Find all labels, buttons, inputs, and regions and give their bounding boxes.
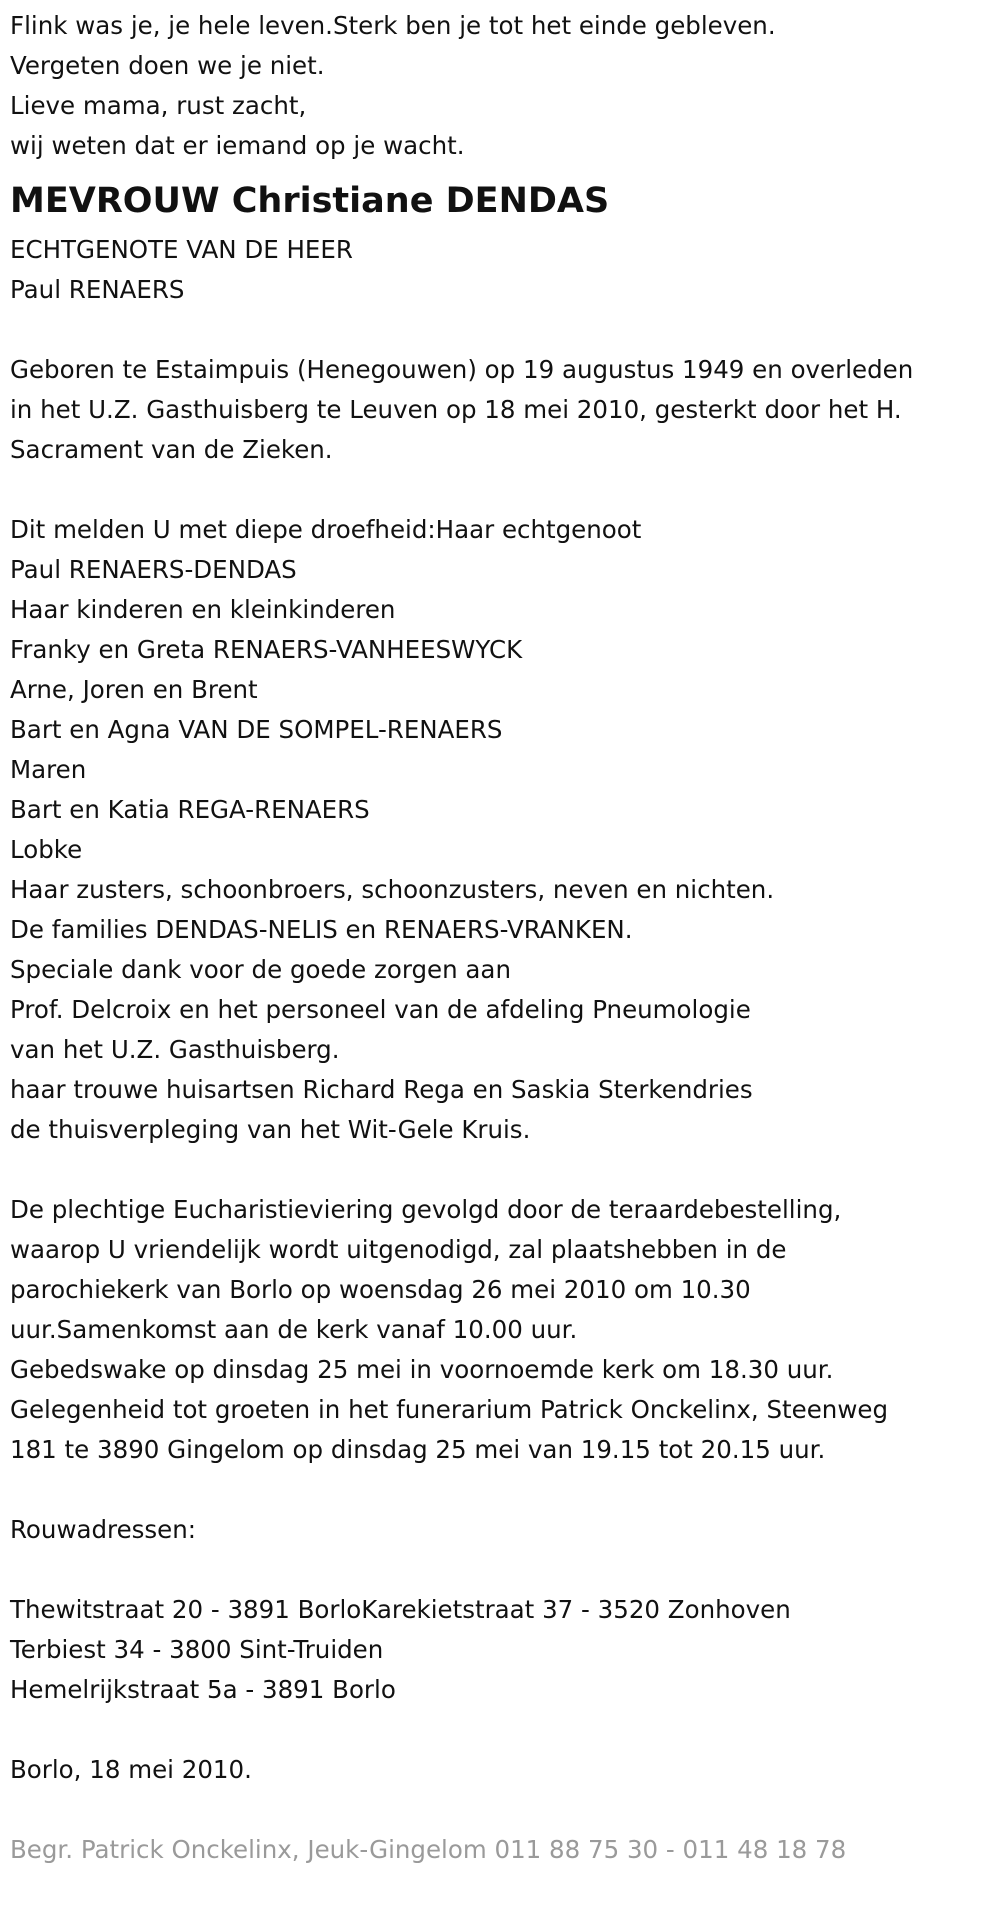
spacer bbox=[10, 1550, 1000, 1590]
announcement-line: Haar zusters, schoonbroers, schoonzusters, neven en nichten. bbox=[10, 875, 775, 904]
announcement-line: Prof. Delcroix en het personeel van de afdeling Pneumologie bbox=[10, 995, 751, 1024]
poem-line: Lieve mama, rust zacht, bbox=[10, 91, 307, 120]
announcement-line: Franky en Greta RENAERS-VANHEESWYCK bbox=[10, 635, 523, 664]
ceremony-line: uur.Samenkomst aan de kerk vanaf 10.00 uur. bbox=[10, 1315, 578, 1344]
ceremony-line: Gebedswake op dinsdag 25 mei in voornoemde kerk om 18.30 uur. bbox=[10, 1355, 834, 1384]
birth-death-line: Geboren te Estaimpuis (Henegouwen) op 19 augustus 1949 en overleden bbox=[10, 355, 914, 384]
spouse-section bbox=[10, 230, 1000, 310]
spacer bbox=[10, 1470, 1000, 1510]
funeral-director-footer: Begr. Patrick Onckelinx, Jeuk-Gingelom 011 88 75 30 - 011 48 18 78 bbox=[10, 1835, 847, 1864]
address-line: Terbiest 34 - 3800 Sint-Truiden bbox=[10, 1635, 384, 1664]
ceremony-line: waarop U vriendelijk wordt uitgenodigd, zal plaatshebben in de bbox=[10, 1235, 787, 1264]
ceremony-line: parochiekerk van Borlo op woensdag 26 mei 2010 om 10.30 bbox=[10, 1275, 751, 1304]
poem-line: Vergeten doen we je niet. bbox=[10, 51, 325, 80]
announcement-line: Paul RENAERS-DENDAS bbox=[10, 555, 297, 584]
ceremony-line: Gelegenheid tot groeten in het funerarium Patrick Onckelinx, Steenweg bbox=[10, 1395, 888, 1424]
announcement-line: de thuisverpleging van het Wit-Gele Kruis. bbox=[10, 1115, 531, 1144]
poem-line: Flink was je, je hele leven.Sterk ben je tot het einde gebleven. bbox=[10, 11, 776, 40]
spacer bbox=[10, 310, 1000, 350]
announcement-line: Dit melden U met diepe droefheid:Haar echtgenoot bbox=[10, 515, 642, 544]
announcement-line: Speciale dank voor de goede zorgen aan bbox=[10, 955, 511, 984]
address-line: Thewitstraat 20 - 3891 BorloKarekietstraat 37 - 3520 Zonhoven bbox=[10, 1595, 791, 1624]
spacer bbox=[10, 470, 1000, 510]
announcement-line: Maren bbox=[10, 755, 87, 784]
ceremony-section bbox=[10, 1190, 1000, 1470]
date-line: Borlo, 18 mei 2010. bbox=[10, 1755, 252, 1784]
ceremony-line: 181 te 3890 Gingelom op dinsdag 25 mei van 19.15 tot 20.15 uur. bbox=[10, 1435, 826, 1464]
address-line: Hemelrijkstraat 5a - 3891 Borlo bbox=[10, 1675, 396, 1704]
announcement-section bbox=[10, 510, 1000, 1150]
announcement-line: Bart en Katia REGA-RENAERS bbox=[10, 795, 370, 824]
birth-death-line: Sacrament van de Zieken. bbox=[10, 435, 333, 464]
announcement-line: van het U.Z. Gasthuisberg. bbox=[10, 1035, 340, 1064]
birth-death-section bbox=[10, 350, 1000, 470]
ceremony-line: De plechtige Eucharistieviering gevolgd door de teraardebestelling, bbox=[10, 1195, 842, 1224]
addresses-label: Rouwadressen: bbox=[10, 1515, 197, 1544]
spouse-line: ECHTGENOTE VAN DE HEER bbox=[10, 235, 353, 264]
poem-section bbox=[10, 6, 1000, 166]
spouse-line: Paul RENAERS bbox=[10, 275, 185, 304]
spacer bbox=[10, 1710, 1000, 1750]
deceased-name-title: MEVROUW Christiane DENDAS bbox=[10, 181, 610, 221]
announcement-line: De families DENDAS-NELIS en RENAERS-VRANKEN. bbox=[10, 915, 633, 944]
announcement-line: Arne, Joren en Brent bbox=[10, 675, 258, 704]
birth-death-line: in het U.Z. Gasthuisberg te Leuven op 18 mei 2010, gesterkt door het H. bbox=[10, 395, 902, 424]
spacer bbox=[10, 1150, 1000, 1190]
addresses-section bbox=[10, 1590, 1000, 1710]
spacer bbox=[10, 1790, 1000, 1830]
announcement-line: haar trouwe huisartsen Richard Rega en Saskia Sterkendries bbox=[10, 1075, 753, 1104]
announcement-line: Haar kinderen en kleinkinderen bbox=[10, 595, 396, 624]
announcement-line: Bart en Agna VAN DE SOMPEL-RENAERS bbox=[10, 715, 503, 744]
announcement-line: Lobke bbox=[10, 835, 83, 864]
poem-line: wij weten dat er iemand op je wacht. bbox=[10, 131, 465, 160]
